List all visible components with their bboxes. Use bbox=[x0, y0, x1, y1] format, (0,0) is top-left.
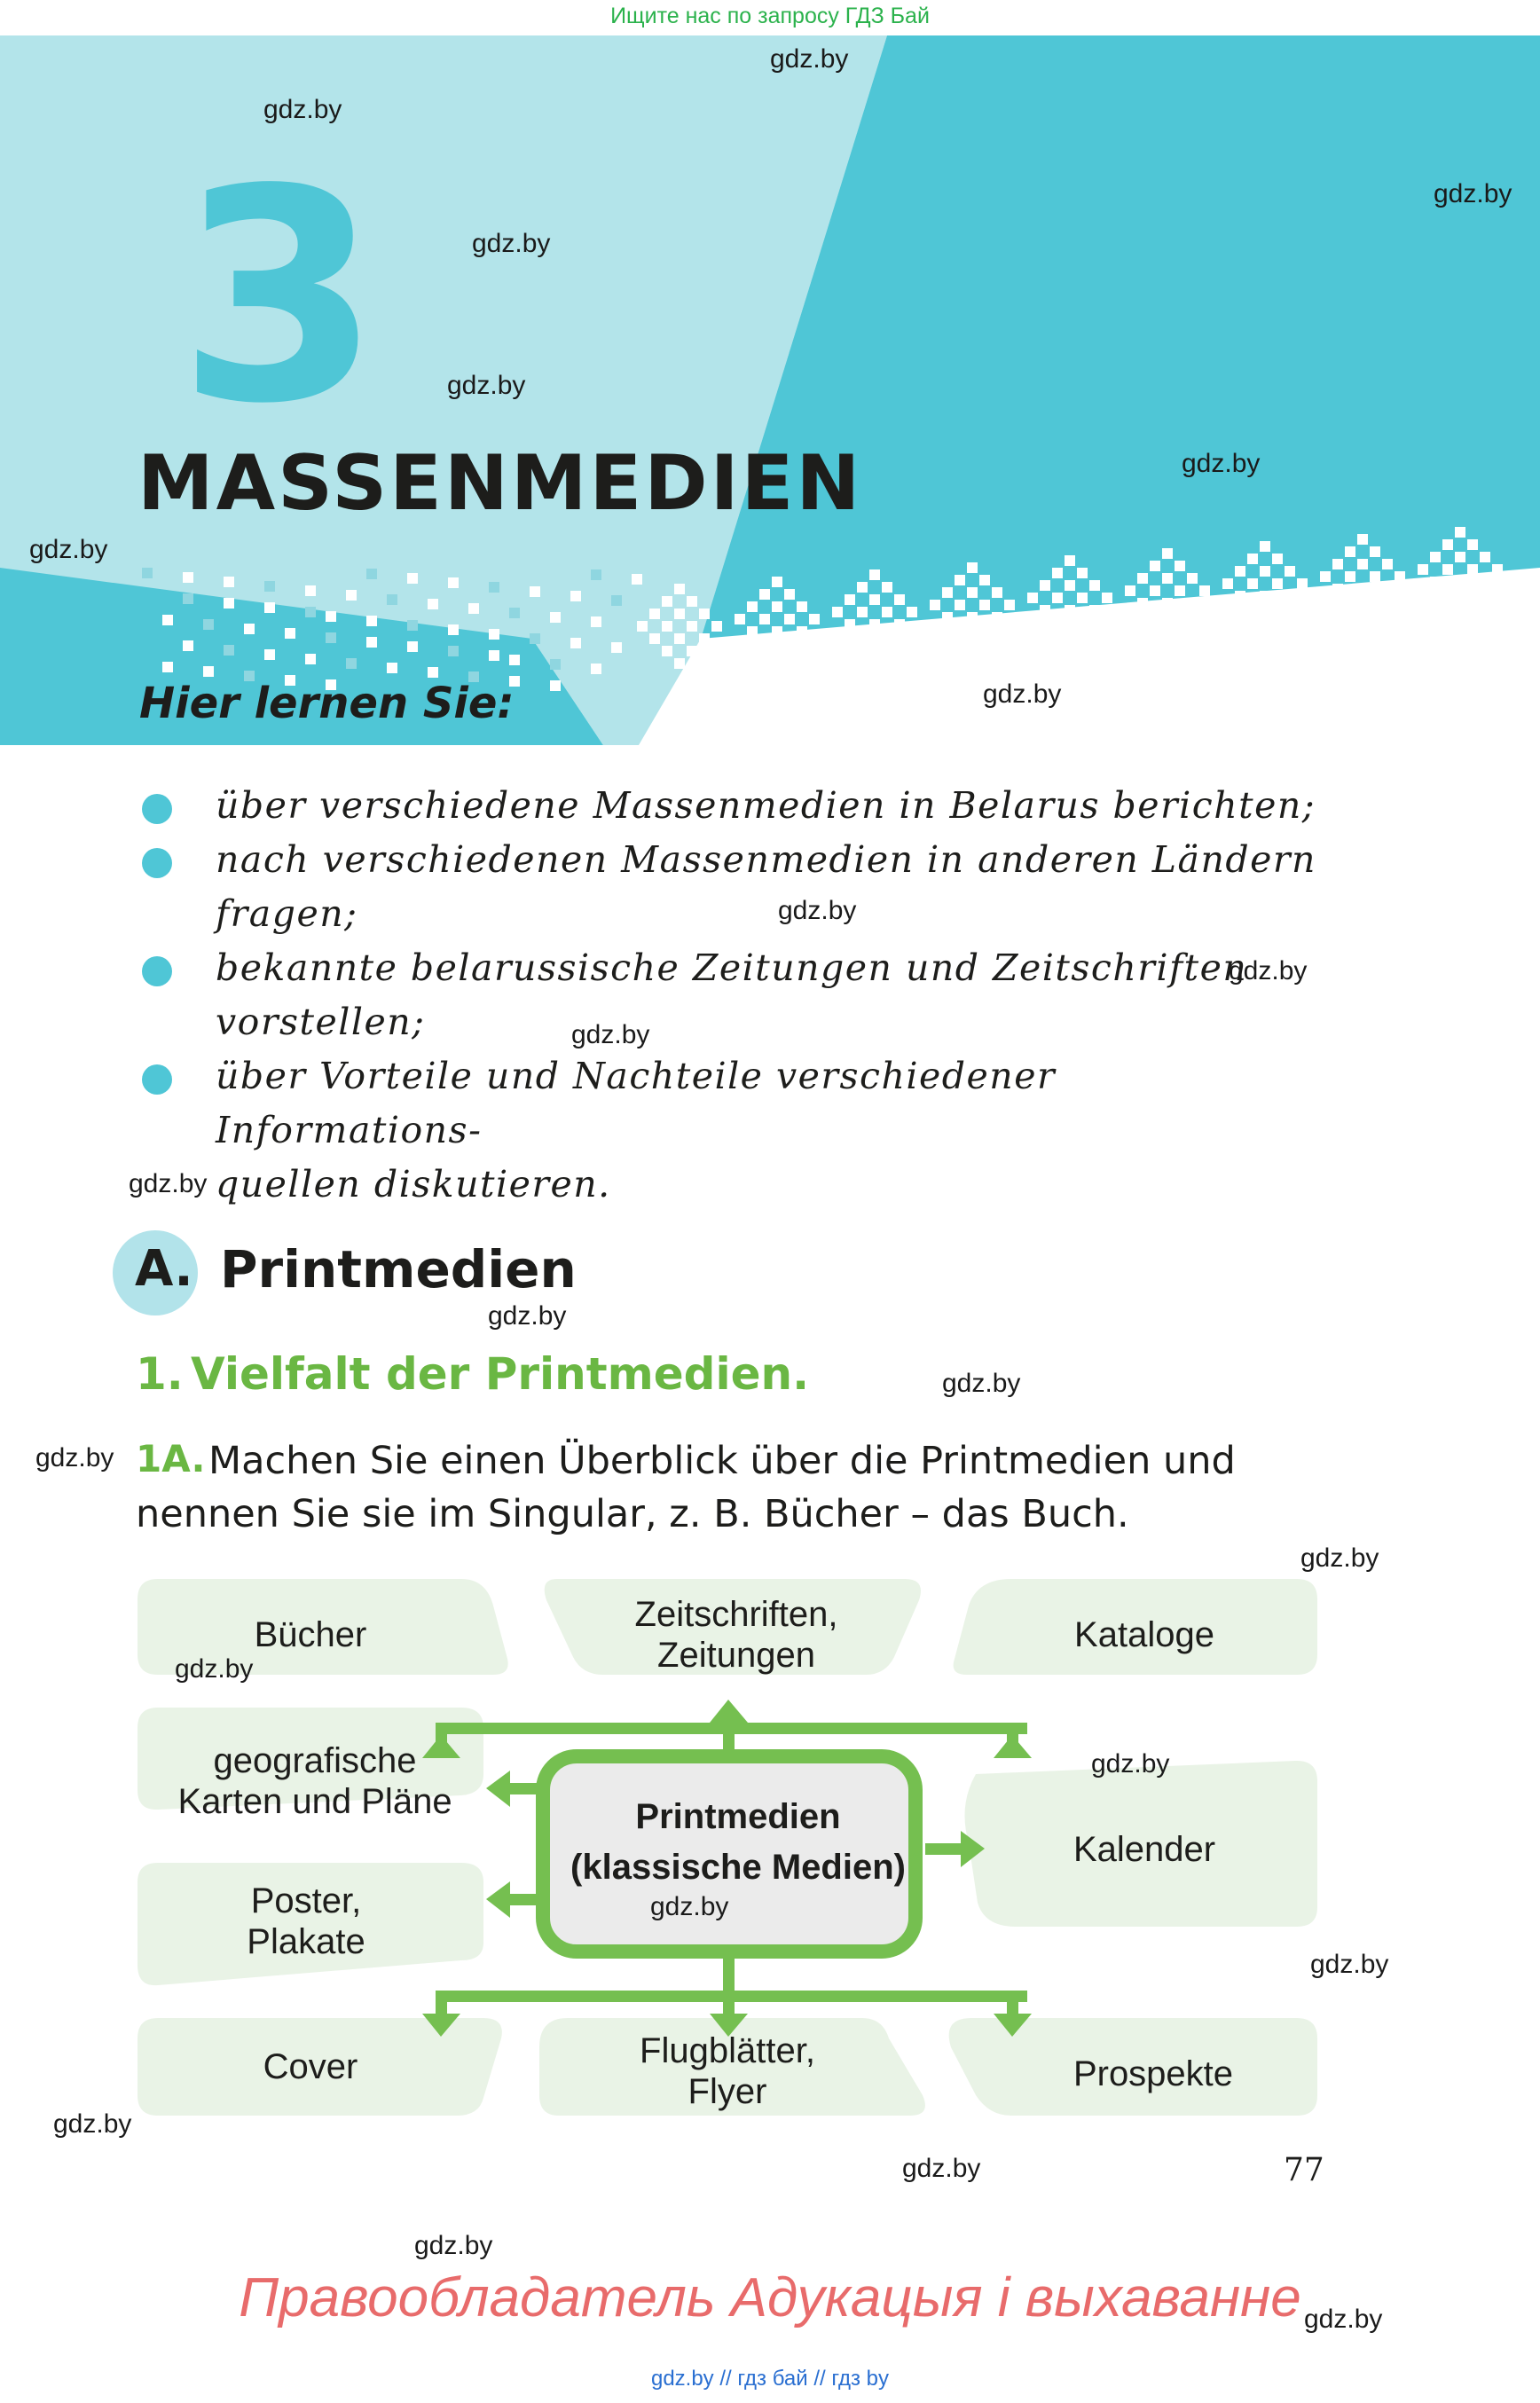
ornament-pixel bbox=[1175, 561, 1185, 571]
ornament-pixel bbox=[1357, 584, 1368, 594]
ornament-pixel bbox=[942, 587, 953, 598]
watermark: gdz.by bbox=[902, 2154, 981, 2183]
ornament-pixel bbox=[1285, 591, 1295, 601]
ornament-pixel bbox=[1052, 568, 1063, 578]
label-cover: Cover bbox=[263, 2047, 358, 2086]
task-title: Vielfalt der Printmedien. bbox=[191, 1348, 810, 1400]
watermark: gdz.by bbox=[770, 44, 849, 74]
ornament-pixel bbox=[1480, 552, 1490, 562]
ornament-pixel bbox=[1285, 566, 1295, 577]
ornament-pixel bbox=[244, 624, 255, 634]
ornament-pixel bbox=[1162, 598, 1173, 609]
ornament-pixel bbox=[1357, 534, 1368, 545]
ornament-pixel bbox=[489, 650, 499, 661]
label-kataloge: Kataloge bbox=[1074, 1615, 1214, 1654]
ornament-pixel bbox=[1222, 578, 1233, 589]
ornament-pixel bbox=[967, 637, 978, 648]
watermark: gdz.by bbox=[447, 371, 526, 400]
ornament-pixel bbox=[1162, 623, 1173, 633]
watermark: gdz.by bbox=[1300, 1543, 1379, 1573]
ornament-pixel bbox=[1077, 568, 1088, 578]
ornament-pixel bbox=[674, 658, 685, 669]
ornament-pixel bbox=[1260, 541, 1270, 552]
ornament-pixel bbox=[1052, 617, 1063, 628]
ornament-pixel bbox=[1272, 578, 1283, 589]
ornament-pixel bbox=[570, 591, 581, 601]
ornament-pixel bbox=[869, 594, 880, 605]
label-zeitschriften: Zeitschriften, Zeitungen bbox=[634, 1595, 838, 1675]
ornament-pixel bbox=[809, 614, 820, 624]
ornament-pixel bbox=[1065, 605, 1075, 616]
ornament-pixel bbox=[955, 575, 965, 585]
watermark: gdz.by bbox=[1304, 2305, 1383, 2334]
ornament-pixel bbox=[1065, 555, 1075, 566]
ornament-pixel bbox=[428, 667, 438, 678]
ornament-pixel bbox=[662, 646, 672, 656]
ornament-pixel bbox=[448, 577, 459, 588]
ornament-pixel bbox=[687, 646, 697, 656]
ornament-pixel bbox=[942, 612, 953, 623]
ornament-pixel bbox=[366, 569, 377, 579]
ornament-pixel bbox=[1332, 559, 1343, 569]
ornament-pixel bbox=[1442, 564, 1453, 575]
ornament-pixel bbox=[869, 619, 880, 630]
ornament-pixel bbox=[857, 607, 868, 617]
ornament-pixel bbox=[428, 599, 438, 609]
ornament-pixel bbox=[1162, 548, 1173, 559]
ornament-pixel bbox=[183, 640, 193, 651]
goal-item: nach verschiedenen Massenmedien in anderen Ländern fragen; bbox=[216, 838, 1316, 935]
ornament-pixel bbox=[468, 603, 479, 614]
ornament-pixel bbox=[869, 569, 880, 580]
ornament-pixel bbox=[1247, 578, 1258, 589]
subtask-number: 1A. bbox=[136, 1437, 206, 1480]
ornament-pixel bbox=[305, 607, 316, 617]
ornament-pixel bbox=[992, 612, 1002, 623]
ornament-pixel bbox=[489, 582, 499, 593]
label-karten: geografische Karten und Pläne bbox=[177, 1741, 452, 1821]
label-kalender: Kalender bbox=[1072, 1830, 1216, 1869]
ornament-pixel bbox=[1442, 589, 1453, 600]
ornament-pixel bbox=[662, 621, 672, 632]
ornament-pixel bbox=[632, 574, 642, 585]
ornament-pixel bbox=[224, 598, 234, 609]
goal-item: bekannte belarussische Zeitungen und Zeitschriften vorstellen; bbox=[216, 946, 1248, 1043]
goal-bullet bbox=[142, 956, 172, 986]
section-letter: A. bbox=[135, 1240, 193, 1298]
watermark: gdz.by bbox=[1182, 449, 1261, 478]
ornament-pixel bbox=[224, 645, 234, 656]
ornament-pixel bbox=[1467, 589, 1478, 600]
ornament-pixel bbox=[550, 612, 561, 623]
watermark: gdz.by bbox=[942, 1369, 1021, 1398]
watermark: gdz.by bbox=[175, 1654, 254, 1684]
goal-item: über Vorteile und Nachteile verschiedener Informations- quellen diskutieren. bbox=[216, 1055, 1057, 1205]
ornament-pixel bbox=[1455, 552, 1465, 562]
top-search-link[interactable]: Ищите нас по запросу ГДЗ Бай bbox=[610, 4, 930, 28]
ornament-pixel bbox=[674, 633, 685, 644]
ornament-pixel bbox=[955, 600, 965, 610]
ornament-pixel bbox=[930, 600, 940, 610]
ornament-pixel bbox=[326, 611, 336, 622]
ornament-pixel bbox=[1040, 580, 1050, 591]
ornament-pixel bbox=[992, 587, 1002, 598]
ornament-pixel bbox=[1187, 573, 1198, 584]
ornament-pixel bbox=[1004, 600, 1015, 610]
ornament-pixel bbox=[264, 581, 275, 592]
ornament-pixel bbox=[662, 596, 672, 607]
ornament-pixel bbox=[285, 628, 295, 639]
ornament-pixel bbox=[1089, 605, 1100, 616]
goal-item: über verschiedene Massenmedien in Belarus berichten; bbox=[216, 784, 1316, 827]
task-number: 1. bbox=[136, 1348, 184, 1400]
ornament-pixel bbox=[637, 621, 648, 632]
ornament-pixel bbox=[979, 600, 990, 610]
ornament-pixel bbox=[759, 589, 770, 600]
ornament-pixel bbox=[530, 586, 540, 597]
ornament-pixel bbox=[857, 582, 868, 593]
ornament-pixel bbox=[1175, 610, 1185, 621]
ornament-pixel bbox=[1480, 577, 1490, 587]
ornament-pixel bbox=[979, 575, 990, 585]
ornament-pixel bbox=[784, 614, 795, 624]
watermark: gdz.by bbox=[35, 1443, 114, 1472]
ornament-pixel bbox=[845, 594, 855, 605]
ornament-pixel bbox=[203, 666, 214, 677]
ornament-pixel bbox=[1382, 584, 1393, 594]
ornament-pixel bbox=[1235, 591, 1245, 601]
ornament-pixel bbox=[772, 601, 782, 612]
watermark: gdz.by bbox=[1229, 956, 1308, 986]
ornament-pixel bbox=[857, 632, 868, 642]
ornament-pixel bbox=[387, 594, 397, 605]
ornament-pixel bbox=[979, 624, 990, 635]
ornament-pixel bbox=[1357, 609, 1368, 619]
ornament-pixel bbox=[967, 587, 978, 598]
learn-heading: Hier lernen Sie: bbox=[139, 679, 515, 728]
ornament-pixel bbox=[759, 639, 770, 649]
ornament-pixel bbox=[784, 589, 795, 600]
watermark: gdz.by bbox=[1434, 179, 1512, 208]
ornament-pixel bbox=[264, 602, 275, 613]
ornament-pixel bbox=[1370, 596, 1380, 607]
ornament-pixel bbox=[784, 639, 795, 649]
ornament-pixel bbox=[407, 641, 418, 652]
ornament-pixel bbox=[674, 609, 685, 619]
ornament-pixel bbox=[894, 594, 905, 605]
ornament-pixel bbox=[1370, 546, 1380, 557]
ornament-pixel bbox=[967, 612, 978, 623]
ornament-pixel bbox=[967, 562, 978, 573]
ornament-pixel bbox=[1187, 598, 1198, 609]
section-title: Printmedien bbox=[220, 1239, 577, 1300]
ornament-pixel bbox=[1345, 571, 1355, 582]
ornament-pixel bbox=[1260, 616, 1270, 626]
ornament-pixel bbox=[649, 609, 660, 619]
ornament-pixel bbox=[1040, 605, 1050, 616]
ornament-pixel bbox=[305, 585, 316, 596]
page-number: 77 bbox=[1284, 2152, 1324, 2188]
ornament-pixel bbox=[894, 619, 905, 630]
ornament-pixel bbox=[1320, 571, 1331, 582]
chapter-title: MASSENMEDIEN bbox=[138, 439, 863, 528]
ornament-pixel bbox=[611, 595, 622, 606]
ornament-pixel bbox=[1137, 573, 1148, 584]
ornament-pixel bbox=[1162, 573, 1173, 584]
ornament-pixel bbox=[530, 633, 540, 644]
ornament-pixel bbox=[649, 633, 660, 644]
ornament-pixel bbox=[591, 664, 601, 674]
ornament-pixel bbox=[1418, 564, 1428, 575]
ornament-pixel bbox=[772, 651, 782, 662]
ornament-pixel bbox=[772, 626, 782, 637]
label-poster: Poster, Plakate bbox=[247, 1881, 365, 1961]
ornament-pixel bbox=[162, 662, 173, 672]
ornament-pixel bbox=[1125, 585, 1135, 596]
ornament-pixel bbox=[1357, 559, 1368, 569]
ornament-pixel bbox=[759, 614, 770, 624]
watermark: gdz.by bbox=[1310, 1950, 1389, 1979]
center-label: Printmedien (klassische Medien) bbox=[570, 1797, 906, 1887]
ornament-pixel bbox=[183, 593, 193, 604]
ornament-pixel bbox=[489, 629, 499, 640]
ornament-pixel bbox=[772, 577, 782, 587]
ornament-pixel bbox=[1455, 601, 1465, 612]
ornament-pixel bbox=[1247, 603, 1258, 614]
ornament-pixel bbox=[711, 621, 722, 632]
ornament-pixel bbox=[550, 680, 561, 691]
ornament-pixel bbox=[882, 607, 892, 617]
ornament-pixel bbox=[882, 582, 892, 593]
ornament-pixel bbox=[1065, 630, 1075, 640]
ornament-pixel bbox=[687, 596, 697, 607]
watermark: gdz.by bbox=[650, 1892, 729, 1921]
ornament-pixel bbox=[448, 646, 459, 656]
ornament-pixel bbox=[611, 642, 622, 653]
ornament-pixel bbox=[1027, 593, 1038, 603]
watermark: gdz.by bbox=[29, 535, 108, 564]
ornament-pixel bbox=[1370, 571, 1380, 582]
ornament-pixel bbox=[407, 620, 418, 631]
ornament-pixel bbox=[570, 638, 581, 648]
ornament-pixel bbox=[1150, 610, 1160, 621]
goal-bullet bbox=[142, 848, 172, 878]
ornament-pixel bbox=[162, 615, 173, 625]
ornament-pixel bbox=[1430, 577, 1441, 587]
ornament-pixel bbox=[907, 607, 917, 617]
ornament-pixel bbox=[1455, 577, 1465, 587]
ornament-pixel bbox=[1442, 539, 1453, 550]
ornament-pixel bbox=[687, 621, 697, 632]
ornament-pixel bbox=[1199, 585, 1210, 596]
ornament-pixel bbox=[1150, 585, 1160, 596]
ornament-pixel bbox=[1077, 617, 1088, 628]
ornament-pixel bbox=[591, 616, 601, 627]
ornament-pixel bbox=[674, 584, 685, 594]
ornament-pixel bbox=[326, 632, 336, 643]
ornament-pixel bbox=[699, 609, 710, 619]
ornament-pixel bbox=[1260, 591, 1270, 601]
ornament-pixel bbox=[1137, 598, 1148, 609]
ornament-pixel bbox=[346, 658, 357, 669]
watermark: gdz.by bbox=[1091, 1749, 1170, 1779]
ornament-pixel bbox=[448, 624, 459, 635]
ornament-pixel bbox=[1089, 580, 1100, 591]
ornament-pixel bbox=[797, 626, 807, 637]
ornament-pixel bbox=[747, 626, 758, 637]
ornament-pixel bbox=[832, 607, 843, 617]
ornament-pixel bbox=[1272, 554, 1283, 564]
ornament-pixel bbox=[1345, 546, 1355, 557]
ornament-pixel bbox=[1345, 596, 1355, 607]
ornament-pixel bbox=[1175, 585, 1185, 596]
ornament-pixel bbox=[346, 590, 357, 601]
ornament-pixel bbox=[1382, 559, 1393, 569]
ornament-pixel bbox=[264, 649, 275, 660]
watermark: gdz.by bbox=[778, 896, 857, 925]
ornament-pixel bbox=[1492, 564, 1503, 575]
ornament-pixel bbox=[735, 614, 745, 624]
watermark: gdz.by bbox=[414, 2231, 493, 2260]
ornament-pixel bbox=[1272, 603, 1283, 614]
goal-bullet bbox=[142, 1064, 172, 1095]
ornament-pixel bbox=[797, 601, 807, 612]
footer-links[interactable]: gdz.by // гдз бай // гдз by bbox=[650, 2367, 890, 2391]
ornament-pixel bbox=[366, 637, 377, 648]
goal-bullet bbox=[142, 794, 172, 824]
ornament-pixel bbox=[1077, 593, 1088, 603]
ornament-pixel bbox=[591, 569, 601, 580]
ornament-pixel bbox=[882, 632, 892, 642]
ornament-pixel bbox=[142, 568, 153, 578]
watermark: gdz.by bbox=[488, 1301, 567, 1331]
ornament-pixel bbox=[1235, 566, 1245, 577]
ornament-pixel bbox=[1467, 564, 1478, 575]
ornament-pixel bbox=[869, 644, 880, 655]
ornament-pixel bbox=[1247, 554, 1258, 564]
ornament-pixel bbox=[1467, 539, 1478, 550]
ornament-pixel bbox=[366, 616, 377, 626]
watermark: gdz.by bbox=[571, 1020, 650, 1049]
ornament-pixel bbox=[1430, 552, 1441, 562]
ornament-pixel bbox=[1052, 593, 1063, 603]
watermark: gdz.by bbox=[983, 679, 1062, 709]
ornament-pixel bbox=[747, 601, 758, 612]
ornament-pixel bbox=[509, 655, 520, 665]
label-flugblaetter: Flugblätter, Flyer bbox=[640, 2031, 815, 2111]
ornament-pixel bbox=[1102, 593, 1112, 603]
copyright-notice: Правообладатель Адукацыя і выхаванне bbox=[239, 2267, 1301, 2328]
ornament-pixel bbox=[305, 654, 316, 664]
ornament-pixel bbox=[1065, 580, 1075, 591]
label-buecher: Bücher bbox=[254, 1615, 367, 1654]
label-prospekte: Prospekte bbox=[1072, 2054, 1234, 2093]
ornament-pixel bbox=[845, 619, 855, 630]
chapter-number: 3 bbox=[177, 127, 381, 467]
watermark: gdz.by bbox=[472, 229, 551, 258]
ornament-pixel bbox=[203, 619, 214, 630]
ornament-pixel bbox=[955, 624, 965, 635]
ornament-pixel bbox=[1332, 584, 1343, 594]
watermark: gdz.by bbox=[263, 95, 342, 124]
ornament-pixel bbox=[509, 608, 520, 618]
ornament-pixel bbox=[1260, 566, 1270, 577]
watermark: gdz.by bbox=[53, 2109, 132, 2139]
ornament-pixel bbox=[407, 573, 418, 584]
watermark: gdz.by bbox=[129, 1169, 208, 1198]
ornament-pixel bbox=[1455, 527, 1465, 538]
ornament-pixel bbox=[1150, 561, 1160, 571]
subtask-text: Machen Sie einen Überblick über die Printmedien und nennen Sie sie im Singular, z. B. Bücher – das Buch. bbox=[136, 1439, 1236, 1536]
ornament-pixel bbox=[1395, 571, 1405, 582]
ornament-pixel bbox=[1297, 578, 1308, 589]
ornament-pixel bbox=[224, 577, 234, 587]
ornament-pixel bbox=[699, 633, 710, 644]
ornament-pixel bbox=[183, 572, 193, 583]
ornament-pixel bbox=[550, 659, 561, 670]
ornament-pixel bbox=[387, 663, 397, 673]
